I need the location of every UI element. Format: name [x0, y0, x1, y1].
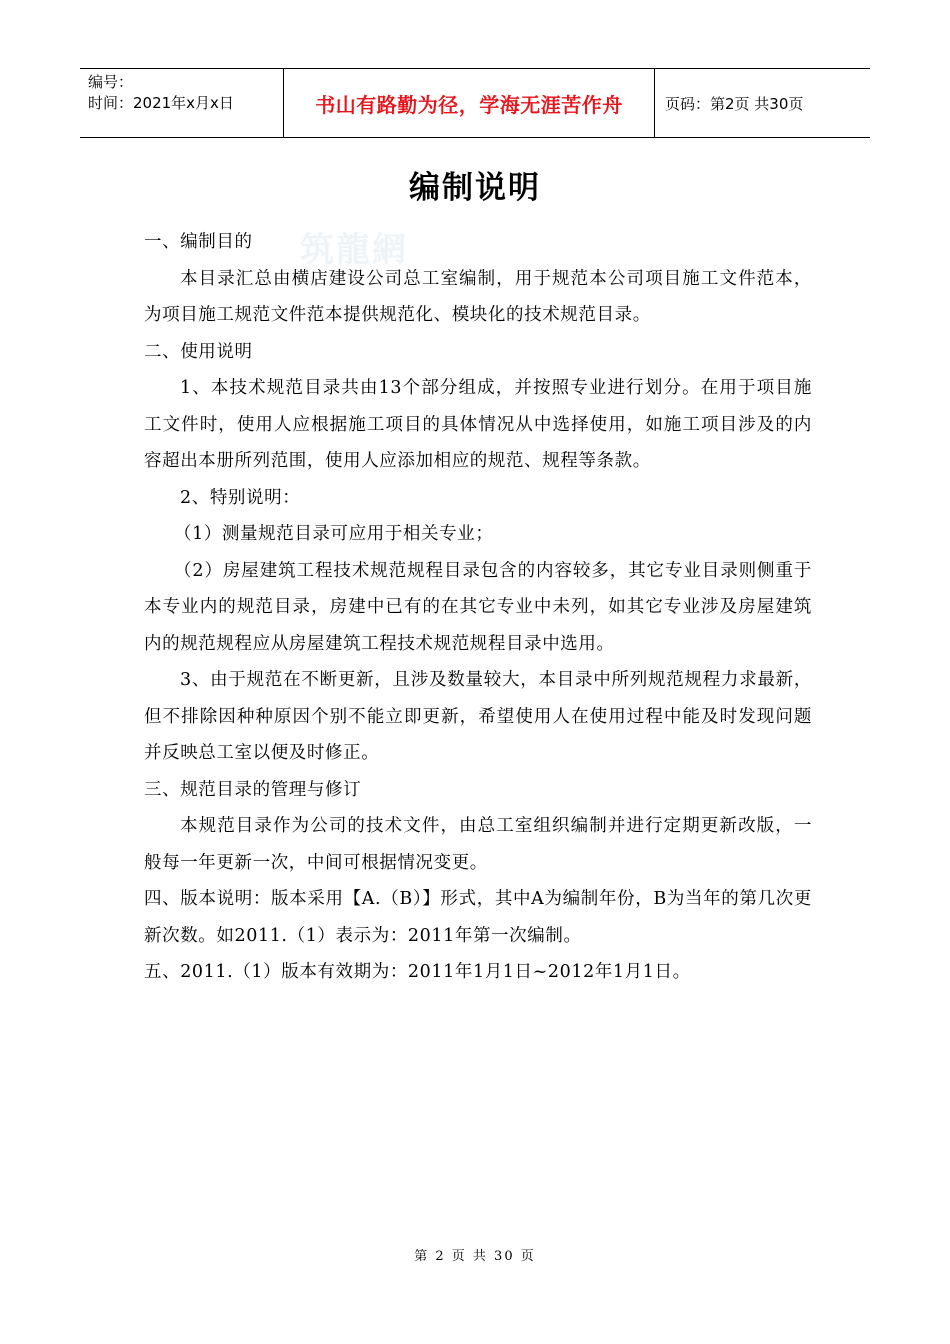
paragraph: 四、版本说明：版本采用【A.（B）】形式，其中A为编制年份，B为当年的第几次更新次数。如2011.（1）表示为：2011年第一次编制。: [144, 889, 812, 946]
number-label: 编号：: [88, 73, 134, 91]
time-label: 时间：2021年x月x日: [88, 94, 234, 112]
paragraph: （2）房屋建筑工程技术规范规程目录包含的内容较多，其它专业目录则侧重于本专业内的规范目录，房建中已有的在其它专业中未列，如其它专业涉及房屋建筑内的规范规程应从房屋建筑工程技术规范规程目录中选用。: [144, 560, 812, 654]
paragraph: 五、2011.（1）版本有效期为：2011年1月1日~2012年1月1日。: [144, 962, 691, 982]
header-table: [80, 68, 870, 138]
page-title: 编制说明: [409, 170, 541, 206]
section-heading: 三、规范目录的管理与修订: [144, 779, 362, 800]
section-heading: 二、使用说明: [144, 341, 253, 362]
header-page-info: 页码：第2页 共30页: [665, 94, 804, 113]
header-motto: 书山有路勤为径，学海无涯苦作舟: [283, 69, 655, 137]
paragraph: 本目录汇总由横店建设公司总工室编制，用于规范本公司项目施工文件范本，为项目施工规范文件范本提供规范化、模块化的技术规范目录。: [144, 268, 812, 325]
paragraph: （1）测量规范目录可应用于相关专业；: [174, 524, 494, 544]
page-footer: 第 2 页 共 30 页: [414, 1249, 536, 1264]
document-body: [144, 224, 812, 991]
paragraph: 本规范目录作为公司的技术文件，由总工室组织编制并进行定期更新改版，一般每一年更新一次，中间可根据情况变更。: [144, 816, 812, 873]
watermark: 筑龍網: [300, 230, 408, 270]
header-meta: [80, 69, 283, 137]
paragraph: 1、本技术规范目录共由13个部分组成，并按照专业进行划分。在用于项目施工文件时，使用人应根据施工项目的具体情况从中选择使用，如施工项目涉及的内容超出本册所列范围，使用人应添加相应的规范、规程等条款。: [144, 378, 812, 471]
section-heading: 一、编制目的: [144, 232, 253, 252]
paragraph: 2、特别说明：: [180, 487, 301, 508]
paragraph: 3、由于规范在不断更新，且涉及数量较大，本目录中所列规范规程力求最新，但不排除因种种原因个别不能立即更新，希望使用人在使用过程中能及时发现问题并反映总工室以便及时修正。: [144, 670, 812, 763]
